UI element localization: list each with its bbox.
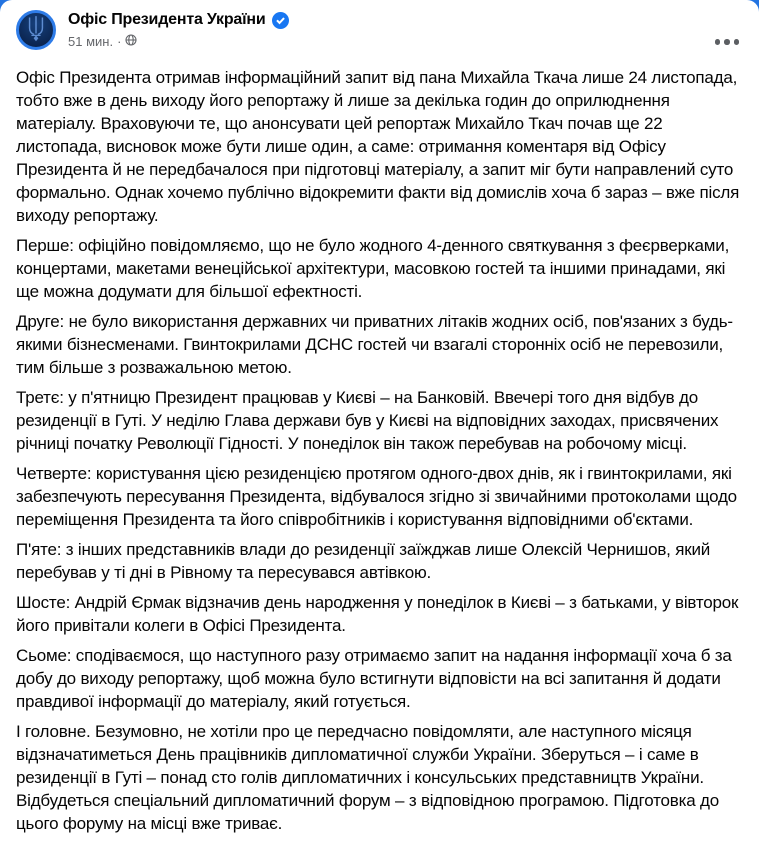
ellipsis-dot: [724, 39, 730, 45]
page-name-link[interactable]: Офіс Президента України: [68, 11, 266, 28]
verified-badge-icon: [272, 12, 289, 29]
post-text: [0, 50, 759, 835]
ellipsis-dot: [715, 39, 721, 45]
meta-separator: ·: [117, 33, 122, 49]
post-paragraph: Перше: офіційно повідомляємо, що не було жодного 4-денного святкування з феєрверками, концертами, макетами венеційської архітектури, масовкою гостей та іншими принадами, які ще можна додумати для більшої ефектності.: [16, 236, 730, 301]
header-info: [68, 10, 289, 49]
ellipsis-dot: [734, 39, 740, 45]
post-paragraph: І головне. Безумовно, не хотіли про це передчасно повідомляти, але наступного місяця відзначатиметься День працівників дипломатичної служби України. Зберуться – і саме в резиденції в Гуті – понад сто голів дипломатичних і консульських представництв України. Відбудеться спеціальний дипломатичний форум – з відповідною програмою. Підготовка до цього форуму на місці вже триває.: [16, 722, 720, 833]
more-options-button[interactable]: [709, 24, 745, 60]
post-paragraph: П'яте: з інших представників влади до резиденції заїжджав лише Олексій Чернишов, який перебував у ті дні в Рівному та пересувався автівкою.: [16, 540, 711, 582]
post-header: [0, 0, 759, 50]
post-paragraph: Друге: не було використання державних чи приватних літаків жодних осіб, пов'язаних з будь-якими бізнесменами. Гвинтокрилами ДСНС гостей чи взагалі сторонніх осіб не перевозили, тим більше з розважальною метою.: [16, 312, 733, 377]
page-avatar[interactable]: [16, 10, 56, 50]
post-paragraph: Четверте: користування цією резиденцією протягом одного-двох днів, як і гвинтокрилами, які забезпечують пересування Президента, відбувалося згідно зі звичайними протоколами щодо переміщення Президента та його співробітників і користування відповідними об'єктами.: [16, 464, 737, 529]
post-paragraph: Шосте: Андрій Єрмак відзначив день народження у понеділок в Києві – з батьками, у вівторок його привітали колеги в Офісі Президента.: [16, 593, 739, 635]
post-timestamp[interactable]: 51 мин.: [68, 33, 114, 49]
post-paragraph: Офіс Президента отримав інформаційний запит від пана Михайла Ткача лише 24 листопада, тобто вже в день виходу його репортажу й лише за декілька годин до оприлюднення матеріалу. Враховуючи те, що анонсувати цей репортаж Михайло Ткач почав ще 22 листопада, висновок може бути лише один, а саме: отримання коментаря від Офісу Президента й не передбачалося при підготовці матеріалу, а запит міг бути направлений суто формально. Однак хочемо публічно відокремити факти від домислів хоча б зараз – вже після виходу репортажу.: [16, 68, 740, 225]
post-paragraph: Третє: у п'ятницю Президент працював у Києві – на Банковій. Ввечері того дня відбув до резиденції в Гуті. У неділю Глава держави був у Києві на відповідних заходах, присвячених річниці початку Революції Гідності. У понеділок він також перебував на робочому місці.: [16, 388, 719, 453]
name-row: [68, 11, 289, 29]
globe-icon: [125, 34, 137, 49]
post-meta: [68, 33, 289, 49]
ukraine-trident-icon: [25, 14, 47, 47]
post-paragraph: Сьоме: сподіваємося, що наступного разу отримаємо запит на надання інформації хоча б за добу до виходу репортажу, щоб можна було встигнути відповісти на всі запитання й додати правдивої інформації до матеріалу, який готується.: [16, 646, 732, 711]
